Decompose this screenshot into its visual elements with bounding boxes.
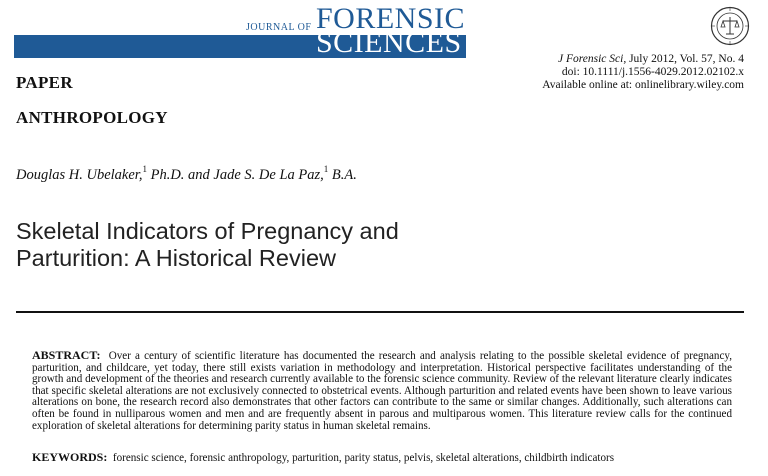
title-divider: [16, 311, 744, 313]
academy-seal-icon: [710, 6, 750, 46]
article-title-line1: Skeletal Indicators of Pregnancy and: [16, 218, 399, 244]
abstract-label: ABSTRACT:: [32, 348, 101, 362]
journal-masthead: [14, 2, 466, 59]
keywords-text: forensic science, forensic anthropology, parturition, parity status, pelvis, skeletal alterations, childbirth indicators: [112, 452, 615, 464]
keywords-label: KEYWORDS:: [32, 450, 108, 464]
author1-name: Douglas H. Ubelaker,: [16, 167, 143, 183]
article-title-line2: Parturition: A Historical Review: [16, 245, 336, 271]
keywords: [32, 451, 614, 465]
citation-doi: doi: 10.1111/j.1556-4029.2012.02102.x: [561, 66, 744, 78]
article-title: [16, 218, 399, 272]
author2-affiliation-sup: 1: [323, 164, 329, 174]
citation-block: [542, 53, 744, 92]
abstract-text: Over a century of scientific literature has documented the research and analysis relating to the possible skeletal evidence of pregnancy, parturition, and childcare, yet today, there still exists variation in methodology and interpretation. Historical perspective facilitates understanding of the growth and development of the theories and research currently available to the forensic science community. Review of the relevant literature clearly indicates that specific skeletal alterations are not exclusively connected to obstetrical events. Although parturition and related events have been shown to leave various alterations on bone, the research record also demonstrates that other factors can contribute to the same or similar changes. Additionally, such alterations can often be found in nulliparous women and men and are frequently absent in parous and multiparous women. This literature review calls for the continued exploration of skeletal alterations for determining parity status in human skeletal remains.: [32, 350, 732, 432]
citation-issue: July 2012, Vol. 57, No. 4: [626, 53, 744, 65]
author2-degree: B.A.: [328, 167, 357, 183]
journal-forensic-text: FORENSIC: [316, 2, 466, 35]
section-discipline-label: ANTHROPOLOGY: [16, 108, 168, 127]
citation-journal-line: [542, 53, 744, 66]
citation-online: Available online at: onlinelibrary.wiley.com: [542, 79, 744, 91]
author1-affiliation-sup: 1: [142, 164, 147, 174]
abstract: [32, 350, 732, 432]
author-line: [16, 164, 357, 184]
author1-degree: Ph.D. and Jade S. De La Paz,: [146, 167, 324, 183]
journal-of-text: JOURNAL OF: [246, 22, 312, 33]
article-type-label: PAPER: [16, 73, 73, 92]
journal-sciences-text: SCIENCES: [316, 26, 462, 59]
citation-journal-abbrev: J Forensic Sci,: [557, 53, 627, 65]
